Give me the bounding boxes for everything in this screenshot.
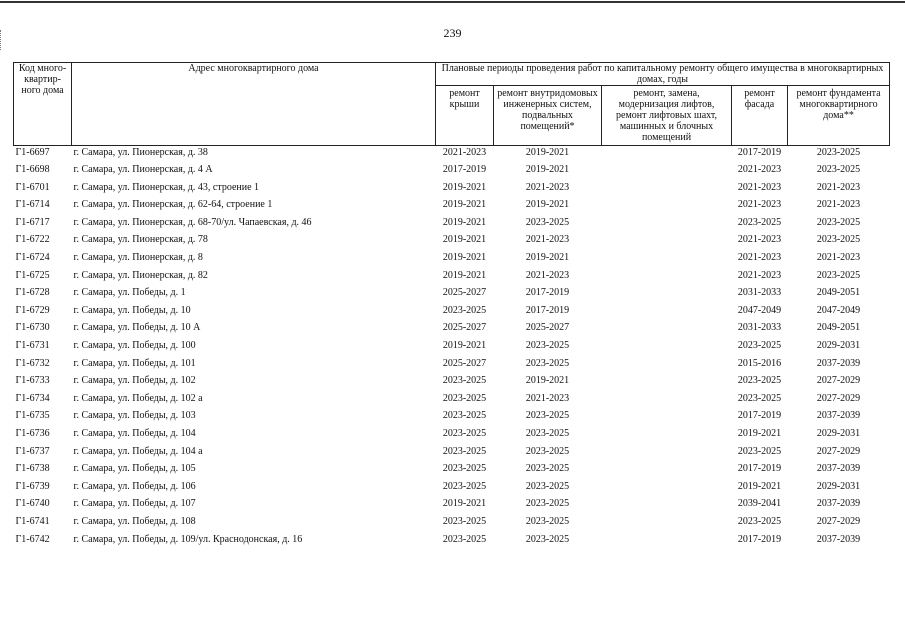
cell-address: г. Самара, ул. Пионерская, д. 78 <box>73 234 208 246</box>
table-row <box>14 515 890 533</box>
cell-code: Г1-6730 <box>15 322 50 334</box>
cell-lifts <box>602 163 732 181</box>
cell-inner-systems: 2021-2023 <box>525 392 570 404</box>
cell-roof: 2023-2025 <box>442 375 487 387</box>
cell-inner-systems: 2021-2023 <box>525 234 570 246</box>
cell-code: Г1-6733 <box>15 375 50 387</box>
table-row <box>14 357 890 375</box>
cell-facade: 2021-2023 <box>737 252 782 264</box>
cell-facade: 2039-2041 <box>737 498 782 510</box>
cell-code: Г1-6735 <box>15 410 50 422</box>
cell-inner-systems: 2023-2025 <box>525 533 570 545</box>
cell-roof: 2019-2021 <box>442 234 487 246</box>
table-row <box>14 286 890 304</box>
cell-roof: 2019-2021 <box>442 216 487 228</box>
cell-roof: 2023-2025 <box>442 463 487 475</box>
cell-inner-systems: 2023-2025 <box>525 428 570 439</box>
table-row <box>14 462 890 480</box>
cell-inner-systems: 2023-2025 <box>525 216 570 228</box>
table-row <box>14 233 890 251</box>
table-row <box>14 480 890 498</box>
cell-facade: 2017-2019 <box>737 147 782 158</box>
cell-inner-systems: 2017-2019 <box>525 304 570 316</box>
cell-facade: 2019-2021 <box>737 480 782 492</box>
cell-roof: 2023-2025 <box>442 515 487 527</box>
cell-foundation: 2027-2029 <box>816 445 861 457</box>
cell-lifts <box>602 445 732 463</box>
table-row <box>14 198 890 216</box>
cell-lifts <box>602 269 732 287</box>
cell-code: Г1-6738 <box>15 463 50 475</box>
cell-code: Г1-6725 <box>15 269 50 281</box>
header-lifts: ремонт, замена, модернизация лифтов, ремонт лифтовых шахт, машинных и блочных помещений <box>602 86 732 146</box>
table-body <box>14 146 890 551</box>
cell-roof: 2019-2021 <box>442 252 487 264</box>
cell-facade: 2017-2019 <box>737 533 782 545</box>
cell-address: г. Самара, ул. Победы, д. 101 <box>73 357 196 369</box>
cell-lifts <box>602 480 732 498</box>
cell-facade: 2031-2033 <box>737 287 782 299</box>
table-row <box>14 146 890 164</box>
cell-lifts <box>602 251 732 269</box>
cell-inner-systems: 2019-2021 <box>525 252 570 264</box>
cell-foundation: 2037-2039 <box>816 357 861 369</box>
table-row <box>14 409 890 427</box>
cell-foundation: 2023-2025 <box>816 216 861 228</box>
cell-facade: 2021-2023 <box>737 269 782 281</box>
cell-lifts <box>602 533 732 551</box>
header-periods: Плановые периоды проведения работ по капитальному ремонту общего имущества в многоквартирных домах, годы <box>436 63 890 86</box>
table-row <box>14 181 890 199</box>
cell-roof: 2023-2025 <box>442 428 487 439</box>
table-row <box>14 392 890 410</box>
cell-inner-systems: 2019-2021 <box>525 147 570 158</box>
cell-roof: 2025-2027 <box>442 357 487 369</box>
cell-address: г. Самара, ул. Победы, д. 107 <box>73 498 196 510</box>
cell-foundation: 2023-2025 <box>816 269 861 281</box>
cell-inner-systems: 2023-2025 <box>525 340 570 352</box>
cell-code: Г1-6741 <box>15 515 50 527</box>
cell-lifts <box>602 286 732 304</box>
cell-foundation: 2023-2025 <box>816 234 861 246</box>
table-row <box>14 304 890 322</box>
cell-address: г. Самара, ул. Победы, д. 109/ул. Краснодонская, д. 16 <box>73 533 303 545</box>
table-row <box>14 533 890 551</box>
cell-address: г. Самара, ул. Победы, д. 104 <box>73 428 196 439</box>
cell-foundation: 2049-2051 <box>816 287 861 299</box>
cell-foundation: 2037-2039 <box>816 410 861 422</box>
cell-foundation: 2029-2031 <box>816 340 861 352</box>
cell-inner-systems: 2019-2021 <box>525 199 570 211</box>
cell-inner-systems: 2023-2025 <box>525 515 570 527</box>
cell-lifts <box>602 427 732 445</box>
cell-address: г. Самара, ул. Победы, д. 100 <box>73 340 196 352</box>
table-row <box>14 427 890 445</box>
cell-code: Г1-6724 <box>15 252 50 264</box>
cell-lifts <box>602 497 732 515</box>
cell-code: Г1-6717 <box>15 216 50 228</box>
cell-foundation: 2023-2025 <box>816 164 861 176</box>
cell-address: г. Самара, ул. Победы, д. 102 а <box>73 392 203 404</box>
cell-lifts <box>602 409 732 427</box>
cell-code: Г1-6697 <box>15 147 50 158</box>
cell-inner-systems: 2017-2019 <box>525 287 570 299</box>
cell-roof: 2023-2025 <box>442 480 487 492</box>
table-header-row <box>14 63 890 86</box>
cell-foundation: 2021-2023 <box>816 199 861 211</box>
cell-code: Г1-6737 <box>15 445 50 457</box>
cell-inner-systems: 2023-2025 <box>525 463 570 475</box>
cell-inner-systems: 2023-2025 <box>525 445 570 457</box>
cell-facade: 2021-2023 <box>737 234 782 246</box>
cell-address: г. Самара, ул. Победы, д. 10 <box>73 304 191 316</box>
cell-lifts <box>602 321 732 339</box>
cell-address: г. Самара, ул. Победы, д. 105 <box>73 463 196 475</box>
cell-address: г. Самара, ул. Пионерская, д. 68-70/ул. Чапаевская, д. 46 <box>73 216 312 228</box>
cell-roof: 2019-2021 <box>442 199 487 211</box>
cell-foundation: 2023-2025 <box>816 147 861 158</box>
header-facade: ремонт фасада <box>732 86 788 146</box>
cell-address: г. Самара, ул. Победы, д. 1 <box>73 287 186 299</box>
header-address: Адрес многоквартирного дома <box>72 63 436 146</box>
cell-address: г. Самара, ул. Победы, д. 103 <box>73 410 196 422</box>
cell-address: г. Самара, ул. Пионерская, д. 4 А <box>73 164 213 176</box>
table-row <box>14 251 890 269</box>
cell-foundation: 2029-2031 <box>816 428 861 439</box>
table-row <box>14 163 890 181</box>
cell-facade: 2047-2049 <box>737 304 782 316</box>
cell-inner-systems: 2021-2023 <box>525 181 570 193</box>
cell-inner-systems: 2025-2027 <box>525 322 570 334</box>
cell-lifts <box>602 216 732 234</box>
cell-code: Г1-6732 <box>15 357 50 369</box>
cell-roof: 2023-2025 <box>442 445 487 457</box>
cell-code: Г1-6740 <box>15 498 50 510</box>
cell-code: Г1-6722 <box>15 234 50 246</box>
cell-roof: 2021-2023 <box>442 147 487 158</box>
cell-inner-systems: 2019-2021 <box>525 375 570 387</box>
cell-facade: 2031-2033 <box>737 322 782 334</box>
cell-facade: 2023-2025 <box>737 340 782 352</box>
cell-lifts <box>602 146 732 164</box>
cell-inner-systems: 2019-2021 <box>525 164 570 176</box>
cell-address: г. Самара, ул. Победы, д. 108 <box>73 515 196 527</box>
cell-facade: 2021-2023 <box>737 181 782 193</box>
table-row <box>14 321 890 339</box>
cell-code: Г1-6739 <box>15 480 50 492</box>
cell-lifts <box>602 392 732 410</box>
cell-address: г. Самара, ул. Пионерская, д. 82 <box>73 269 208 281</box>
cell-foundation: 2021-2023 <box>816 181 861 193</box>
cell-address: г. Самара, ул. Победы, д. 104 а <box>73 445 203 457</box>
cell-foundation: 2027-2029 <box>816 515 861 527</box>
cell-foundation: 2037-2039 <box>816 533 861 545</box>
cell-facade: 2023-2025 <box>737 375 782 387</box>
cell-foundation: 2027-2029 <box>816 375 861 387</box>
cell-roof: 2019-2021 <box>442 269 487 281</box>
table-row <box>14 497 890 515</box>
cell-code: Г1-6698 <box>15 164 50 176</box>
cell-foundation: 2037-2039 <box>816 498 861 510</box>
header-code: Код много-квартир-ного дома <box>14 63 72 146</box>
cell-address: г. Самара, ул. Пионерская, д. 62-64, строение 1 <box>73 199 273 211</box>
cell-inner-systems: 2023-2025 <box>525 480 570 492</box>
cell-lifts <box>602 515 732 533</box>
cell-roof: 2017-2019 <box>442 164 487 176</box>
cell-roof: 2025-2027 <box>442 287 487 299</box>
table-row <box>14 216 890 234</box>
cell-code: Г1-6734 <box>15 392 50 404</box>
cell-roof: 2019-2021 <box>442 340 487 352</box>
cell-address: г. Самара, ул. Пионерская, д. 43, строение 1 <box>73 181 260 193</box>
cell-code: Г1-6714 <box>15 199 50 211</box>
cell-foundation: 2047-2049 <box>816 304 861 316</box>
cell-facade: 2023-2025 <box>737 445 782 457</box>
cell-facade: 2015-2016 <box>737 357 782 369</box>
cell-address: г. Самара, ул. Победы, д. 106 <box>73 480 196 492</box>
cell-facade: 2023-2025 <box>737 392 782 404</box>
table-row <box>14 269 890 287</box>
cell-code: Г1-6736 <box>15 428 50 439</box>
cell-facade: 2023-2025 <box>737 515 782 527</box>
table-row <box>14 445 890 463</box>
cell-roof: 2023-2025 <box>442 533 487 545</box>
table-row <box>14 339 890 357</box>
cell-lifts <box>602 198 732 216</box>
cell-roof: 2019-2021 <box>442 181 487 193</box>
cell-lifts <box>602 233 732 251</box>
repair-schedule-table <box>13 62 890 550</box>
cell-lifts <box>602 181 732 199</box>
cell-foundation: 2037-2039 <box>816 463 861 475</box>
cell-roof: 2023-2025 <box>442 410 487 422</box>
cell-roof: 2023-2025 <box>442 392 487 404</box>
cell-code: Г1-6728 <box>15 287 50 299</box>
cell-lifts <box>602 357 732 375</box>
table-row <box>14 374 890 392</box>
cell-code: Г1-6729 <box>15 304 50 316</box>
header-roof: ремонт крыши <box>436 86 494 146</box>
cell-code: Г1-6742 <box>15 533 50 545</box>
cell-inner-systems: 2023-2025 <box>525 410 570 422</box>
page-top-border <box>0 1 905 3</box>
cell-facade: 2017-2019 <box>737 463 782 475</box>
cell-address: г. Самара, ул. Победы, д. 10 А <box>73 322 201 334</box>
cell-lifts <box>602 339 732 357</box>
cell-address: г. Самара, ул. Пионерская, д. 8 <box>73 252 203 264</box>
cell-facade: 2021-2023 <box>737 199 782 211</box>
page-number: 239 <box>443 26 462 40</box>
cell-lifts <box>602 374 732 392</box>
cell-lifts <box>602 304 732 322</box>
cell-address: г. Самара, ул. Пионерская, д. 38 <box>73 147 208 158</box>
cell-address: г. Самара, ул. Победы, д. 102 <box>73 375 196 387</box>
cell-code: Г1-6701 <box>15 181 50 193</box>
cell-facade: 2021-2023 <box>737 164 782 176</box>
cell-foundation: 2021-2023 <box>816 252 861 264</box>
cell-inner-systems: 2023-2025 <box>525 498 570 510</box>
cell-facade: 2019-2021 <box>737 428 782 439</box>
cell-foundation: 2049-2051 <box>816 322 861 334</box>
cell-facade: 2023-2025 <box>737 216 782 228</box>
cell-roof: 2019-2021 <box>442 498 487 510</box>
cell-roof: 2025-2027 <box>442 322 487 334</box>
header-inner-systems: ремонт внутридомовых инженерных систем, подвальных помещений* <box>494 86 602 146</box>
cell-lifts <box>602 462 732 480</box>
cell-inner-systems: 2021-2023 <box>525 269 570 281</box>
header-foundation: ремонт фундамента многоквартирного дома** <box>788 86 890 146</box>
cell-facade: 2017-2019 <box>737 410 782 422</box>
cell-code: Г1-6731 <box>15 340 50 352</box>
cell-foundation: 2027-2029 <box>816 392 861 404</box>
cell-roof: 2023-2025 <box>442 304 487 316</box>
cell-inner-systems: 2023-2025 <box>525 357 570 369</box>
cell-foundation: 2029-2031 <box>816 480 861 492</box>
